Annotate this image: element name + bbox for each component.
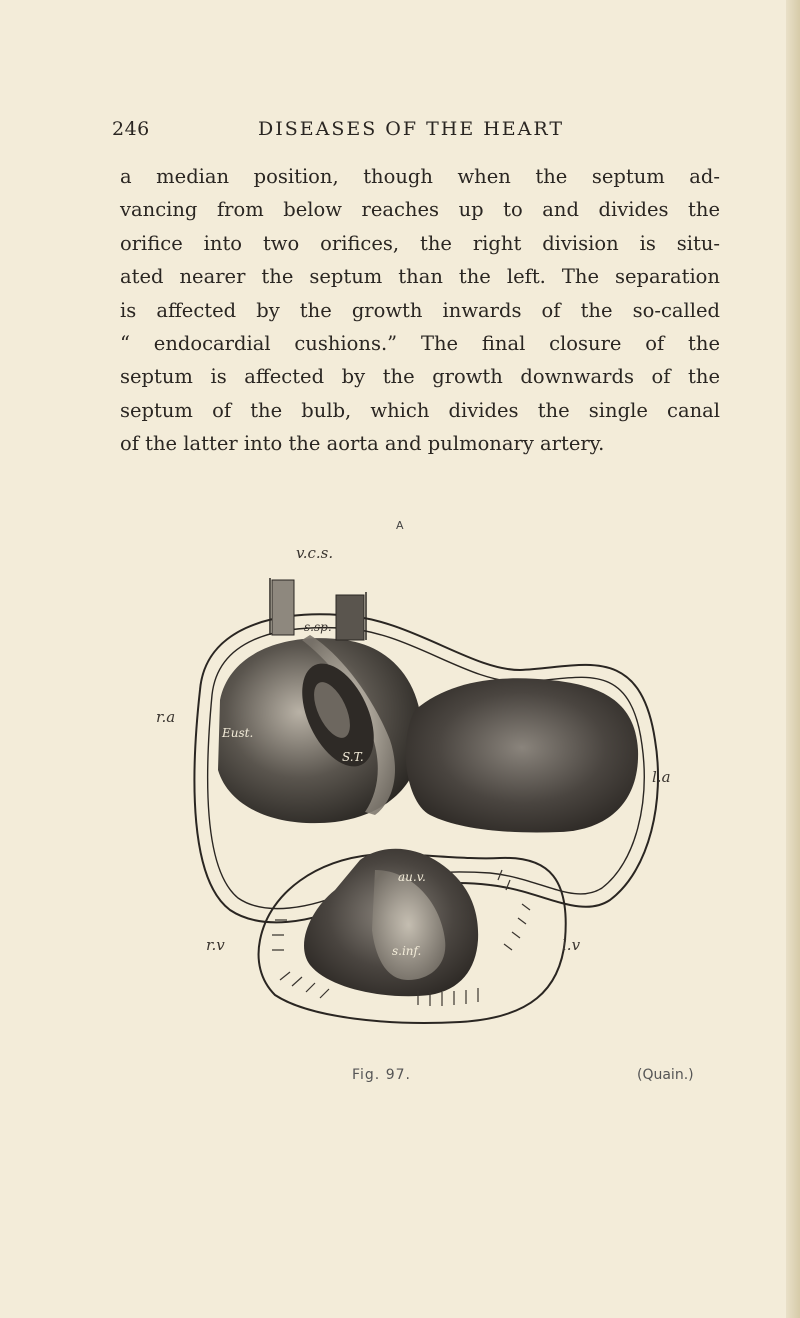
label-st: S.T. xyxy=(342,750,364,764)
label-rv: r.v xyxy=(206,936,225,954)
text-line: a median position, though when the septum ad- xyxy=(120,165,720,188)
label-auv: au.v. xyxy=(398,870,426,884)
svc-stub-right xyxy=(336,595,364,640)
text-line: vancing from below reaches up to and divides the xyxy=(120,198,720,222)
label-la: l.a xyxy=(652,768,671,786)
figure-caption: Fig. 97. xyxy=(352,1067,411,1083)
label-lv: l.v xyxy=(562,936,581,954)
text-line: orifice into two orifices, the right division is situ- xyxy=(120,231,720,255)
figure-letter: A xyxy=(396,519,404,532)
text-line: ated nearer the septum than the left. The separation xyxy=(120,265,720,289)
text-line: septum of the bulb, which divides the single canal xyxy=(120,398,720,422)
text-line: of the latter into the aorta and pulmonary artery. xyxy=(120,432,605,456)
label-sinf: s.inf. xyxy=(392,944,422,958)
figure-credit: (Quain.) xyxy=(637,1067,694,1083)
page-edge xyxy=(786,0,800,1318)
label-vcs: v.c.s. xyxy=(296,544,334,562)
left-atrium xyxy=(406,678,638,832)
text-line: “ endocardial cushions.” The final closure of the xyxy=(120,332,720,356)
text-line: septum is affected by the growth downwards of the xyxy=(120,365,720,389)
page-number: 246 xyxy=(112,118,150,140)
heart-illustration xyxy=(160,540,700,1040)
running-head: DISEASES OF THE HEART xyxy=(258,118,565,140)
label-eust: Eust. xyxy=(222,726,254,740)
label-ss: s.s. xyxy=(428,680,448,694)
svc-stub xyxy=(272,580,294,635)
text-line: is affected by the growth inwards of the so-called xyxy=(120,298,720,322)
label-ra: r.a xyxy=(156,708,176,726)
label-ssp: s.sp. xyxy=(304,620,332,634)
heart-section-figure xyxy=(156,540,700,1040)
page-header xyxy=(112,118,712,146)
body-paragraph xyxy=(120,160,720,461)
